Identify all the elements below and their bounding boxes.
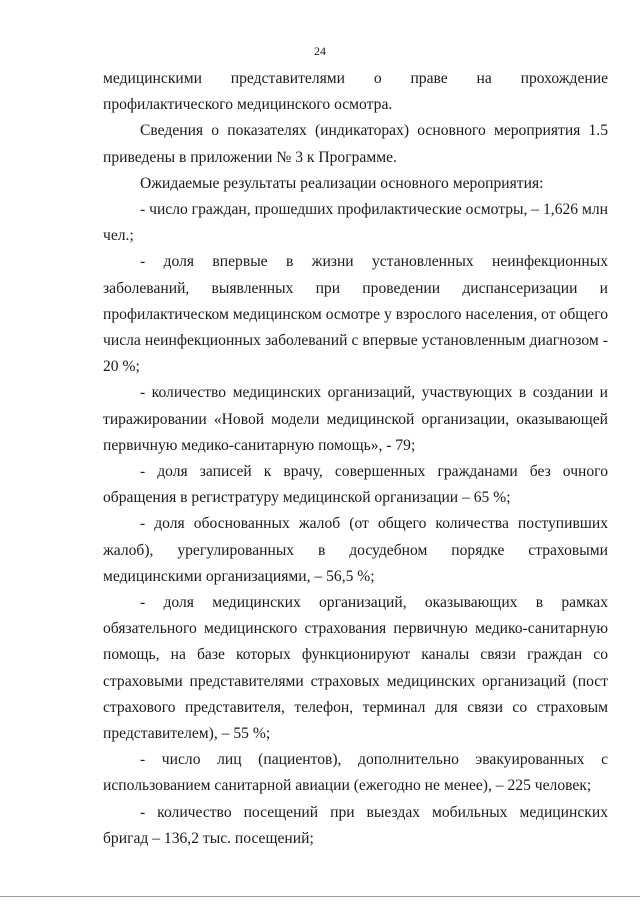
list-item-air-ambulance-evacuations: - число лиц (пациентов), дополнительно эвакуированных с использованием санитарной авиации (ежегодно не менее), – 225 человек; bbox=[103, 751, 608, 795]
list-item-insurance-channels-share: - доля медицинских организаций, оказывающих в рамках обязательного медицинского страхования первичную медико-санитарную помощь, на базе которых функционируют каналы связи граждан со страховыми представителями страховых медицинских организаций (пост страхового представителя, телефон, терминал для связи со страховым представителем), – 55 %; bbox=[103, 594, 608, 743]
list-item-new-model-organizations: - количество медицинских организаций, участвующих в создании и тиражировании «Новой модели медицинской организации, оказывающей первичную медико-санитарную помощь», - 79; bbox=[103, 384, 608, 454]
paragraph-indicators-reference: Сведения о показателях (индикаторах) основного мероприятия 1.5 приведены в приложении № 3 к Программе. bbox=[103, 122, 608, 166]
list-item-mobile-brigade-visits: - количество посещений при выездах мобильных медицинских бригад – 136,2 тыс. посещений; bbox=[103, 803, 608, 847]
page-bottom-edge bbox=[0, 896, 640, 897]
page-number: 24 bbox=[314, 44, 326, 58]
list-item-complaints-share: - доля обоснованных жалоб (от общего количества поступивших жалоб), урегулированных в досудебном порядке страховыми медицинскими организациями, – 56,5 %; bbox=[103, 515, 608, 585]
list-item-citizens-examined: - число граждан, прошедших профилактические осмотры, – 1,626 млн чел.; bbox=[103, 201, 608, 245]
list-item-remote-appointments-share: - доля записей к врачу, совершенных гражданами без очного обращения в регистратуру медицинской организации – 65 %; bbox=[103, 463, 608, 507]
document-body bbox=[103, 66, 608, 852]
list-item-noncommunicable-diseases-share: - доля впервые в жизни установленных неинфекционных заболеваний, выявленных при проведении диспансеризации и профилактическом медицинском осмотре у взрослого населения, от общего числа неинфекционных заболеваний с впервые установленным диагнозом - 20 %; bbox=[103, 253, 608, 376]
paragraph-expected-results-heading: Ожидаемые результаты реализации основного мероприятия: bbox=[140, 174, 544, 192]
paragraph-continuation: медицинскими представителями о праве на прохождение профилактического медицинского осмотра. bbox=[103, 70, 608, 114]
